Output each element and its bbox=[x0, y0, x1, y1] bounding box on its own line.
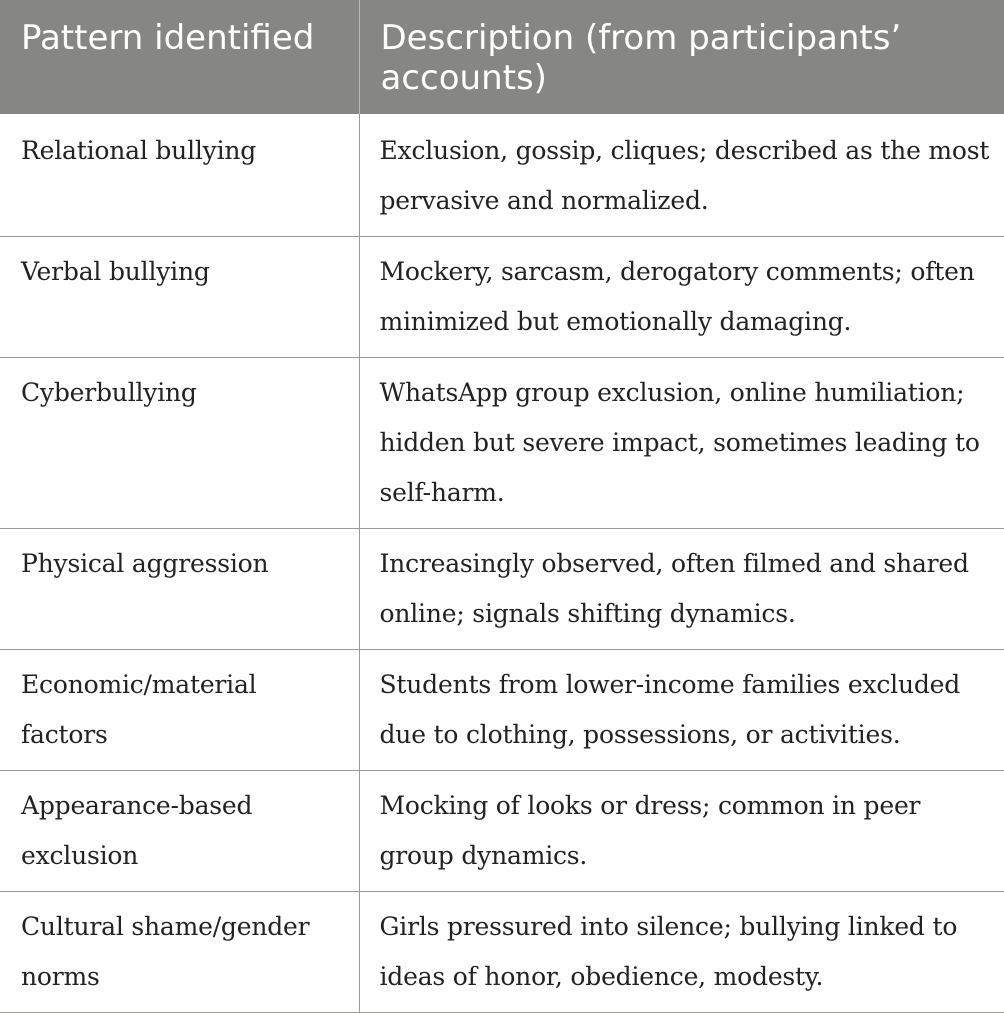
pattern-cell: Cultural shame/gender norms bbox=[0, 892, 359, 1013]
table-body bbox=[0, 114, 1004, 1013]
pattern-cell: Relational bullying bbox=[0, 114, 359, 237]
pattern-cell: Economic/material factors bbox=[0, 650, 359, 771]
table-row bbox=[0, 771, 1004, 892]
table-row bbox=[0, 114, 1004, 237]
column-header-pattern: Pattern identified bbox=[0, 0, 359, 114]
header-row bbox=[0, 0, 1004, 114]
table-header bbox=[0, 0, 1004, 114]
description-cell: Increasingly observed, often filmed and shared online; signals shifting dynamics. bbox=[359, 529, 1004, 650]
description-cell: Students from lower-income families excluded due to clothing, possessions, or activities. bbox=[359, 650, 1004, 771]
description-cell: Girls pressured into silence; bullying linked to ideas of honor, obedience, modesty. bbox=[359, 892, 1004, 1013]
column-header-description: Description (from participants’ accounts) bbox=[359, 0, 1004, 114]
table-row bbox=[0, 892, 1004, 1013]
table-row bbox=[0, 529, 1004, 650]
table-row bbox=[0, 650, 1004, 771]
description-cell: Mocking of looks or dress; common in peer group dynamics. bbox=[359, 771, 1004, 892]
description-cell: WhatsApp group exclusion, online humiliation; hidden but severe impact, sometimes leading to self-harm. bbox=[359, 358, 1004, 529]
table-row bbox=[0, 358, 1004, 529]
description-cell: Exclusion, gossip, cliques; described as the most pervasive and normalized. bbox=[359, 114, 1004, 237]
pattern-cell: Physical aggression bbox=[0, 529, 359, 650]
description-cell: Mockery, sarcasm, derogatory comments; often minimized but emotionally damaging. bbox=[359, 237, 1004, 358]
pattern-cell: Cyberbullying bbox=[0, 358, 359, 529]
pattern-cell: Appearance-based exclusion bbox=[0, 771, 359, 892]
pattern-cell: Verbal bullying bbox=[0, 237, 359, 358]
table-row bbox=[0, 237, 1004, 358]
